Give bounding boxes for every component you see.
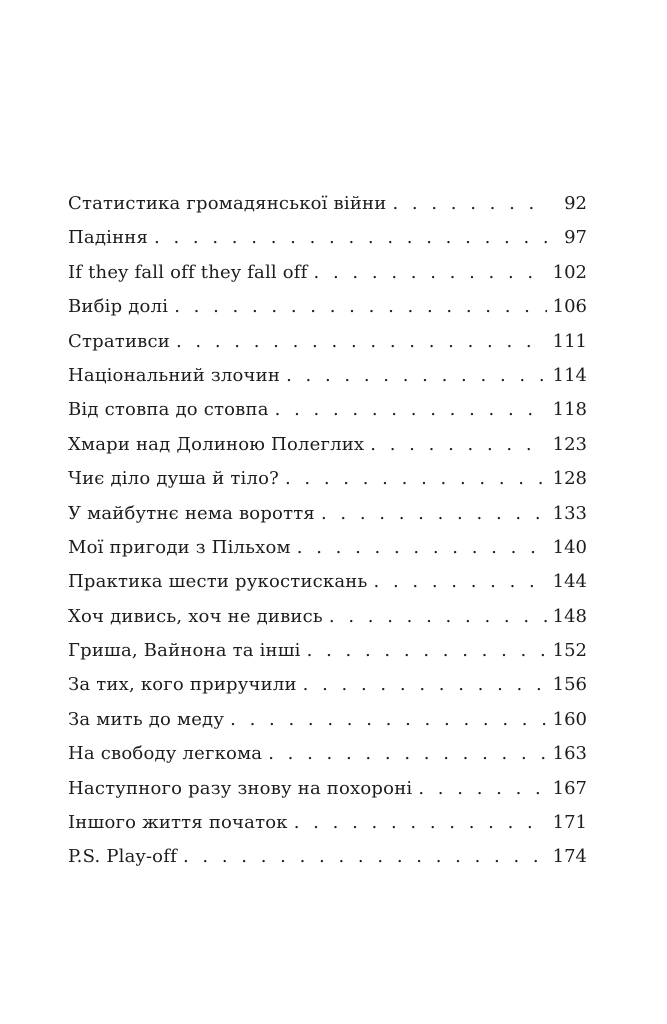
toc-entry-page: 160 [552,708,587,730]
toc-entry [68,606,587,640]
toc-entry [68,709,587,743]
toc-dot-leader [275,399,547,417]
toc-dot-leader [285,468,547,486]
toc-entry-page: 144 [552,571,587,593]
toc-dot-leader [392,193,547,211]
toc-entry-title: Іншого життя початок [68,812,288,834]
toc-entry-title: Хоч дивись, хоч не дивись [68,605,323,627]
toc-entry-page: 156 [552,674,587,696]
toc-entry-title: If they fall off they fall off [68,261,308,283]
toc-dot-leader [303,674,547,692]
toc-dot-leader [321,503,547,521]
toc-entry-page: 106 [552,296,587,318]
toc-dot-leader [307,640,547,658]
toc-entry-page: 118 [552,399,587,421]
toc-list [68,193,587,881]
toc-entry [68,640,587,674]
toc-entry [68,296,587,330]
toc-entry-title: Хмари над Долиною Полеглих [68,433,365,455]
toc-entry-title: На свободу легкома [68,743,263,765]
toc-entry-page: 133 [552,502,587,524]
toc-entry-title: За тих, кого приручили [68,674,297,696]
toc-entry [68,537,587,571]
toc-entry [68,812,587,846]
toc-entry [68,503,587,537]
toc-entry-title: Статистика громадянської війни [68,193,387,214]
toc-entry-title: Гриша, Вайнона та інші [68,640,301,662]
toc-entry-title: Падіння [68,227,149,249]
toc-entry-title: Мої пригоди з Пільхом [68,536,291,558]
toc-dot-leader [230,709,547,727]
toc-entry [68,743,587,777]
toc-dot-leader [370,434,546,452]
toc-entry [68,262,587,296]
toc-entry-title: Практика шести рукостискань [68,571,368,593]
toc-entry-page: 148 [552,605,587,627]
toc-dot-leader [268,743,546,761]
toc-dot-leader [329,606,547,624]
toc-entry [68,778,587,812]
toc-entry-title: У майбутнє нема вороття [68,502,315,524]
toc-dot-leader [314,262,547,280]
toc-entry-title: P.S. Play-off [68,846,177,868]
toc-entry [68,399,587,433]
toc-entry-page: 92 [564,193,587,214]
toc-entry-page: 167 [552,777,587,799]
toc-dot-leader [174,296,546,314]
toc-dot-leader [418,778,546,796]
toc-dot-leader [176,331,547,349]
toc-dot-leader [286,365,547,383]
toc-entry-page: 97 [564,227,587,249]
toc-entry-page: 163 [552,743,587,765]
toc-entry-title: Вибір долі [68,296,169,318]
toc-entry-title: Стративси [68,330,170,352]
toc-entry-page: 114 [552,364,587,386]
toc-entry-title: Наступного разу знову на похороні [68,777,413,799]
toc-entry [68,193,587,227]
toc-entry [68,227,587,261]
toc-entry [68,331,587,365]
toc-entry [68,365,587,399]
toc-dot-leader [183,846,547,864]
toc-entry-title: За мить до меду [68,708,225,730]
toc-entry-page: 128 [552,468,587,490]
toc-entry-title: Чиє діло душа й тіло? [68,468,279,490]
toc-entry-page: 111 [552,330,587,352]
toc-dot-leader [297,537,547,555]
toc-entry-title: Національний злочин [68,364,281,386]
toc-entry-page: 140 [552,536,587,558]
toc-entry-page: 171 [552,812,587,834]
toc-dot-leader [374,571,547,589]
toc-entry [68,571,587,605]
toc-entry [68,468,587,502]
toc-entry [68,846,587,880]
toc-entry [68,674,587,708]
toc-dot-leader [154,227,547,245]
toc-entry-page: 102 [552,261,587,283]
toc-entry-title: Від стовпа до стовпа [68,399,269,421]
toc-dot-leader [294,812,547,830]
toc-entry [68,434,587,468]
toc-entry-page: 123 [552,433,587,455]
toc-entry-page: 174 [552,846,587,868]
toc-entry-page: 152 [552,640,587,662]
